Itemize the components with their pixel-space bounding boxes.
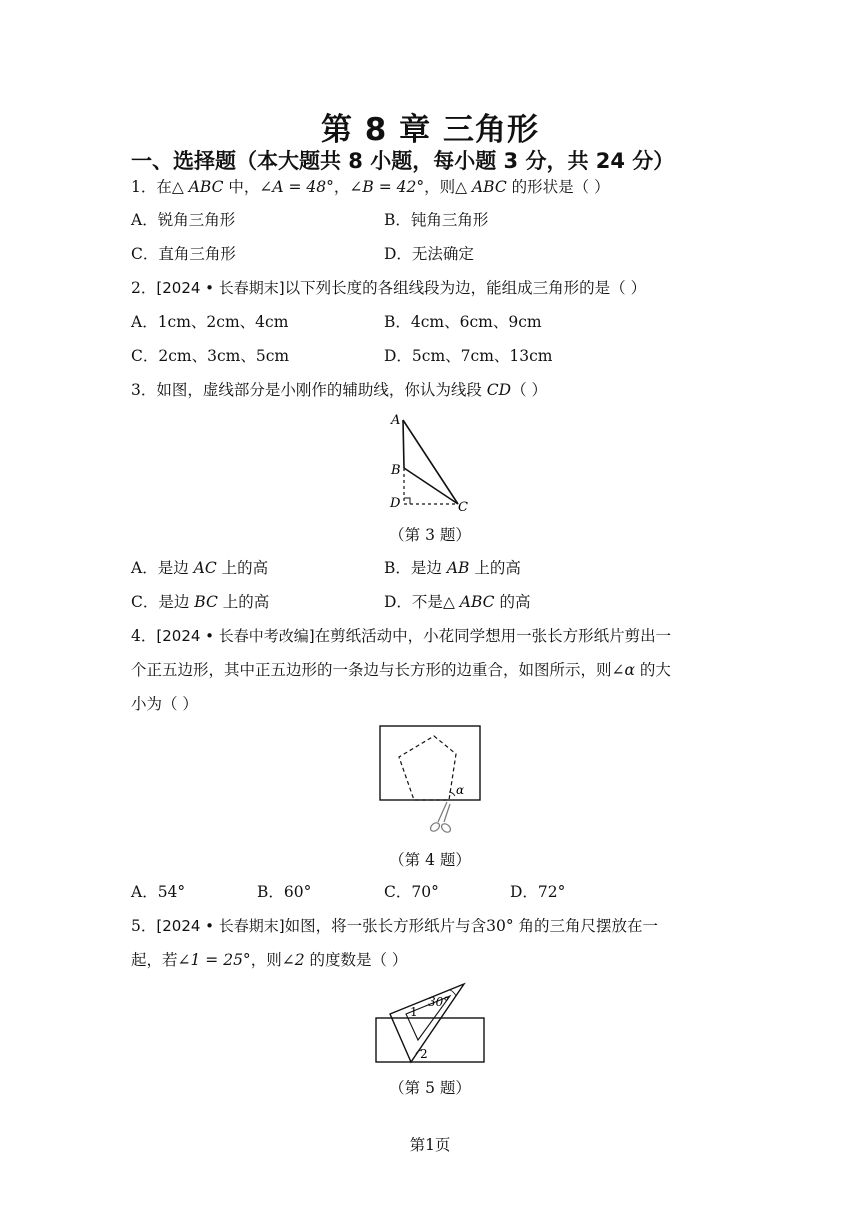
q3-label-b: B (391, 463, 401, 478)
q4-source: [2024 • 长春中考改编] (156, 627, 315, 645)
q5-text-2: 起，若 (131, 951, 178, 969)
q2-option-b: B．4cm、6cm、9cm (384, 313, 542, 331)
scissors-icon (429, 802, 452, 834)
q4-angle: ∠α (611, 661, 635, 679)
q1-prefix: 1．在 (131, 178, 172, 196)
question-1-stem (131, 177, 610, 197)
q3-option-a-text: A．是边 (131, 559, 194, 577)
question-3-stem (131, 380, 547, 400)
page-number: 第1页 (409, 1136, 451, 1154)
q3-option-c (131, 592, 269, 612)
q2-option-d: D．5cm、7cm、13cm (384, 347, 553, 365)
q2-prefix: 2． (131, 279, 157, 297)
question-4-line-1 (131, 626, 671, 646)
q3-label-c: C (458, 500, 468, 513)
q1-suffix: 的形状是（ ） (506, 178, 610, 196)
q3-prefix: 3．如图，虚线部分是小刚作的辅助线，你认为线段 (131, 381, 487, 399)
section-heading: 一、选择题（本大题共 8 小题，每小题 3 分，共 24 分） (131, 149, 675, 173)
q1-text-a: 中， (223, 178, 260, 196)
q1-comma: ， (333, 178, 350, 196)
q3-suffix: （ ） (511, 381, 548, 399)
q3-option-d-text: D．不是 (384, 593, 443, 611)
q5-caption: （第 5 题） (389, 1079, 471, 1097)
q4-text-1: 在剪纸活动中，小花同学想用一张长方形纸片剪出一 (314, 627, 672, 645)
q3-segment: CD (486, 381, 512, 399)
q3-caption: （第 3 题） (389, 526, 471, 544)
q3-segment-ab (403, 420, 404, 468)
q1-option-c: C．直角三角形 (131, 245, 236, 263)
q3-option-b-suffix: 上的高 (469, 559, 521, 577)
q3-option-a-suffix: 上的高 (216, 559, 269, 577)
q3-segment-bc (404, 468, 458, 504)
q2-option-c: C．2cm、3cm、5cm (131, 347, 290, 365)
q1-angle-a: ∠A = 48° (259, 178, 334, 196)
q2-source: [2024 • 长春期末] (156, 279, 285, 297)
question-2-stem (131, 278, 646, 298)
q3-option-c-suffix: 上的高 (217, 593, 270, 611)
q4-text-2: 个正五边形，其中正五边形的一条边与长方形的边重合，如图所示，则 (131, 661, 612, 679)
q3-option-a-segment: AC (193, 559, 217, 577)
q4-option-a: A．54° (131, 883, 186, 901)
question-4-line-2 (131, 660, 671, 680)
q1-triangle: △ ABC (171, 178, 224, 196)
q4-label-alpha: α (456, 783, 465, 797)
q1-option-b: B．钝角三角形 (384, 211, 489, 229)
q5-angle-1: ∠1 = 25° (177, 951, 251, 969)
q5-label-30: 30° (428, 995, 450, 1009)
q5-figure (370, 978, 490, 1068)
q3-option-b-segment: AB (446, 559, 470, 577)
q3-option-d-suffix: 的高 (494, 593, 531, 611)
q1-triangle-2: △ ABC (455, 178, 507, 196)
q4-caption: （第 4 题） (389, 851, 471, 869)
q5-prefix: 5． (131, 917, 157, 935)
q4-option-b: B．60° (257, 883, 312, 901)
q3-right-angle-mark (404, 498, 410, 504)
q3-option-c-segment: BC (194, 593, 218, 611)
q3-label-a: A (391, 413, 401, 428)
q4-pentagon (399, 736, 456, 800)
q3-option-d (384, 592, 530, 612)
q5-text-1: 如图，将一张长方形纸片与含30° 角的三角尺摆放在一 (284, 917, 659, 935)
q3-figure (385, 408, 475, 513)
q1-option-a: A．锐角三角形 (131, 211, 236, 229)
q3-option-d-triangle: △ ABC (442, 593, 495, 611)
q5-text-2-mid: ，则 (250, 951, 282, 969)
q3-label-d: D (390, 496, 401, 511)
q1-text-b: ，则 (424, 178, 456, 196)
question-5-line-2 (131, 950, 407, 970)
q1-angle-b: ∠B = 42° (349, 178, 425, 196)
q2-text: 以下列长度的各组线段为边，能组成三角形的是（ ） (284, 279, 647, 297)
question-5-line-1 (131, 916, 658, 936)
q2-option-a: A．1cm、2cm、4cm (131, 313, 289, 331)
q5-text-2-end: 的度数是（ ） (304, 951, 408, 969)
q4-text-2-end: 的大 (634, 661, 671, 679)
q4-option-d: D．72° (510, 883, 566, 901)
q3-option-a (131, 558, 268, 578)
q4-prefix: 4． (131, 627, 157, 645)
q5-angle-2: ∠2 (281, 951, 305, 969)
q3-option-b-text: B．是边 (384, 559, 447, 577)
q4-figure (375, 722, 485, 837)
q5-rectangle (376, 1018, 484, 1062)
q4-rectangle (380, 726, 480, 800)
q5-source: [2024 • 长春期末] (156, 917, 285, 935)
chapter-title: 第 8 章 三角形 (321, 112, 539, 148)
q1-option-d: D．无法确定 (384, 245, 474, 263)
q3-option-b (384, 558, 521, 578)
q4-option-c: C．70° (384, 883, 439, 901)
q3-option-c-text: C．是边 (131, 593, 195, 611)
q5-label-1: 1 (410, 1005, 418, 1019)
q5-label-2: 2 (420, 1047, 428, 1061)
question-4-line-3: 小为（ ） (131, 695, 198, 713)
q3-segment-ac (403, 420, 458, 504)
